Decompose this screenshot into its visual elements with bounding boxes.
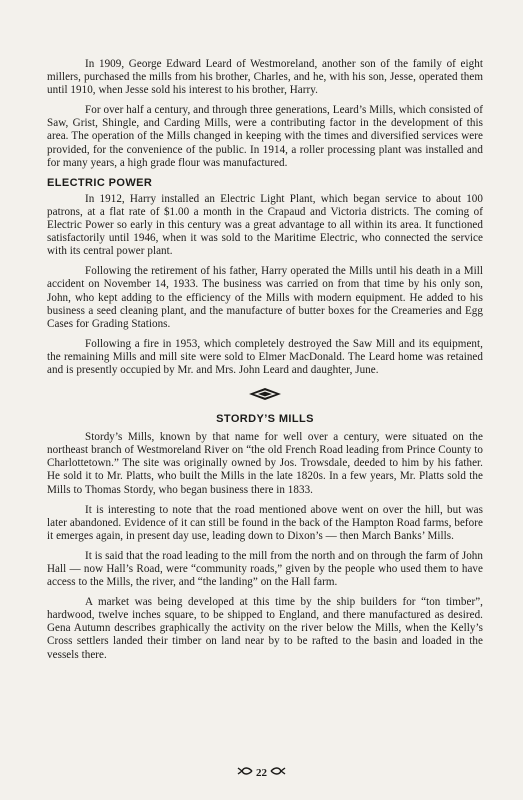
- page-number: 22: [256, 766, 267, 779]
- paragraph: In 1909, George Edward Leard of Westmoreland, another son of the family of eight millers, purchased the mills from his brother, Charles, and he, with his son, Jesse, operated them until 1910, when Jesse sold his interest to his brother, Harry.: [47, 58, 483, 97]
- diamond-ornament-icon: [47, 387, 483, 401]
- paragraph: Following the retirement of his father, Harry operated the Mills until his death in a Mill accident on November 14, 1933. The business was carried on from that time by his only son, John, who kept adding to the efficiency of the Mills with modern equipment. He added to his business a seed cleaning plant, and the manufacture of butter boxes for the Creameries and Egg Cases for Grading Stations.: [47, 265, 483, 330]
- left-scroll-ornament-icon: [237, 766, 253, 779]
- paragraph: It is interesting to note that the road mentioned above went on over the hill, but was later abandoned. Evidence of it can still be found in the back of the Hampton Road farms, before it emerges again, in present day use, leading down to Dixon’s — then March Banks’ Mills.: [47, 503, 483, 542]
- section-heading-electric-power: ELECTRIC POWER: [47, 176, 153, 189]
- paragraph: Following a fire in 1953, which completely destroyed the Saw Mill and its equipment, the remaining Mills and mill site were sold to Elmer MacDonald. The Leard home was retained and is presently occupied by Mr. and Mrs. John Leard and daughter, June.: [47, 337, 483, 376]
- paragraph: It is said that the road leading to the mill from the north and on through the farm of John Hall — now Hall’s Road, were “community roads,” given by the people who used them to have access to the Mills, the river, and “the landing” on the Hall farm.: [47, 549, 483, 589]
- section-heading-stordys-mills: STORDY’S MILLS: [216, 413, 314, 426]
- paragraph: In 1912, Harry installed an Electric Light Plant, which began service to about 100 patrons, at a flat rate of $1.00 a month in the Crapaud and Victoria districts. The coming of Electric Power so early in this century was a great advantage to all within its area. It functioned satisfactorily until 1946, when it was sold to the Maritime Electric, who connected the service with its central power plant.: [47, 192, 483, 258]
- paragraph: Stordy’s Mills, known by that name for well over a century, were situated on the northeast branch of Westmoreland River on “the old French Road leading from Prince County to Charlottetown.” The site was originally owned by Jos. Trowsdale, deeded to him by his father. He sold it to Mr. Platts, who built the Mills in the late 1820s. In a few years, Mr. Platts sold the Mills to Thomas Stordy, who began business there in 1833.: [47, 431, 483, 496]
- right-scroll-ornament-icon: [270, 766, 286, 779]
- paragraph: A market was being developed at this time by the ship builders for “ton timber”, hardwood, twelve inches square, to be shipped to England, and there manufactured as desired. Gena Autumn describes graphically the activity on the river below the Mills, when the Kelly’s Cross settlers landed their timber on land near by to be rafted to the basin and loaded in the vessels there.: [47, 596, 483, 661]
- page-footer: [0, 766, 523, 779]
- paragraph: For over half a century, and through three generations, Leard’s Mills, which consisted of Saw, Grist, Shingle, and Carding Mills, were a contributing factor in the development of this area. The operation of the Mills changed in keeping with the times and diversified services were provided, for the convenience of the public. In 1914, a roller processing plant was installed and for many years, a high grade flour was manufactured.: [47, 104, 483, 169]
- page-body: [47, 58, 483, 669]
